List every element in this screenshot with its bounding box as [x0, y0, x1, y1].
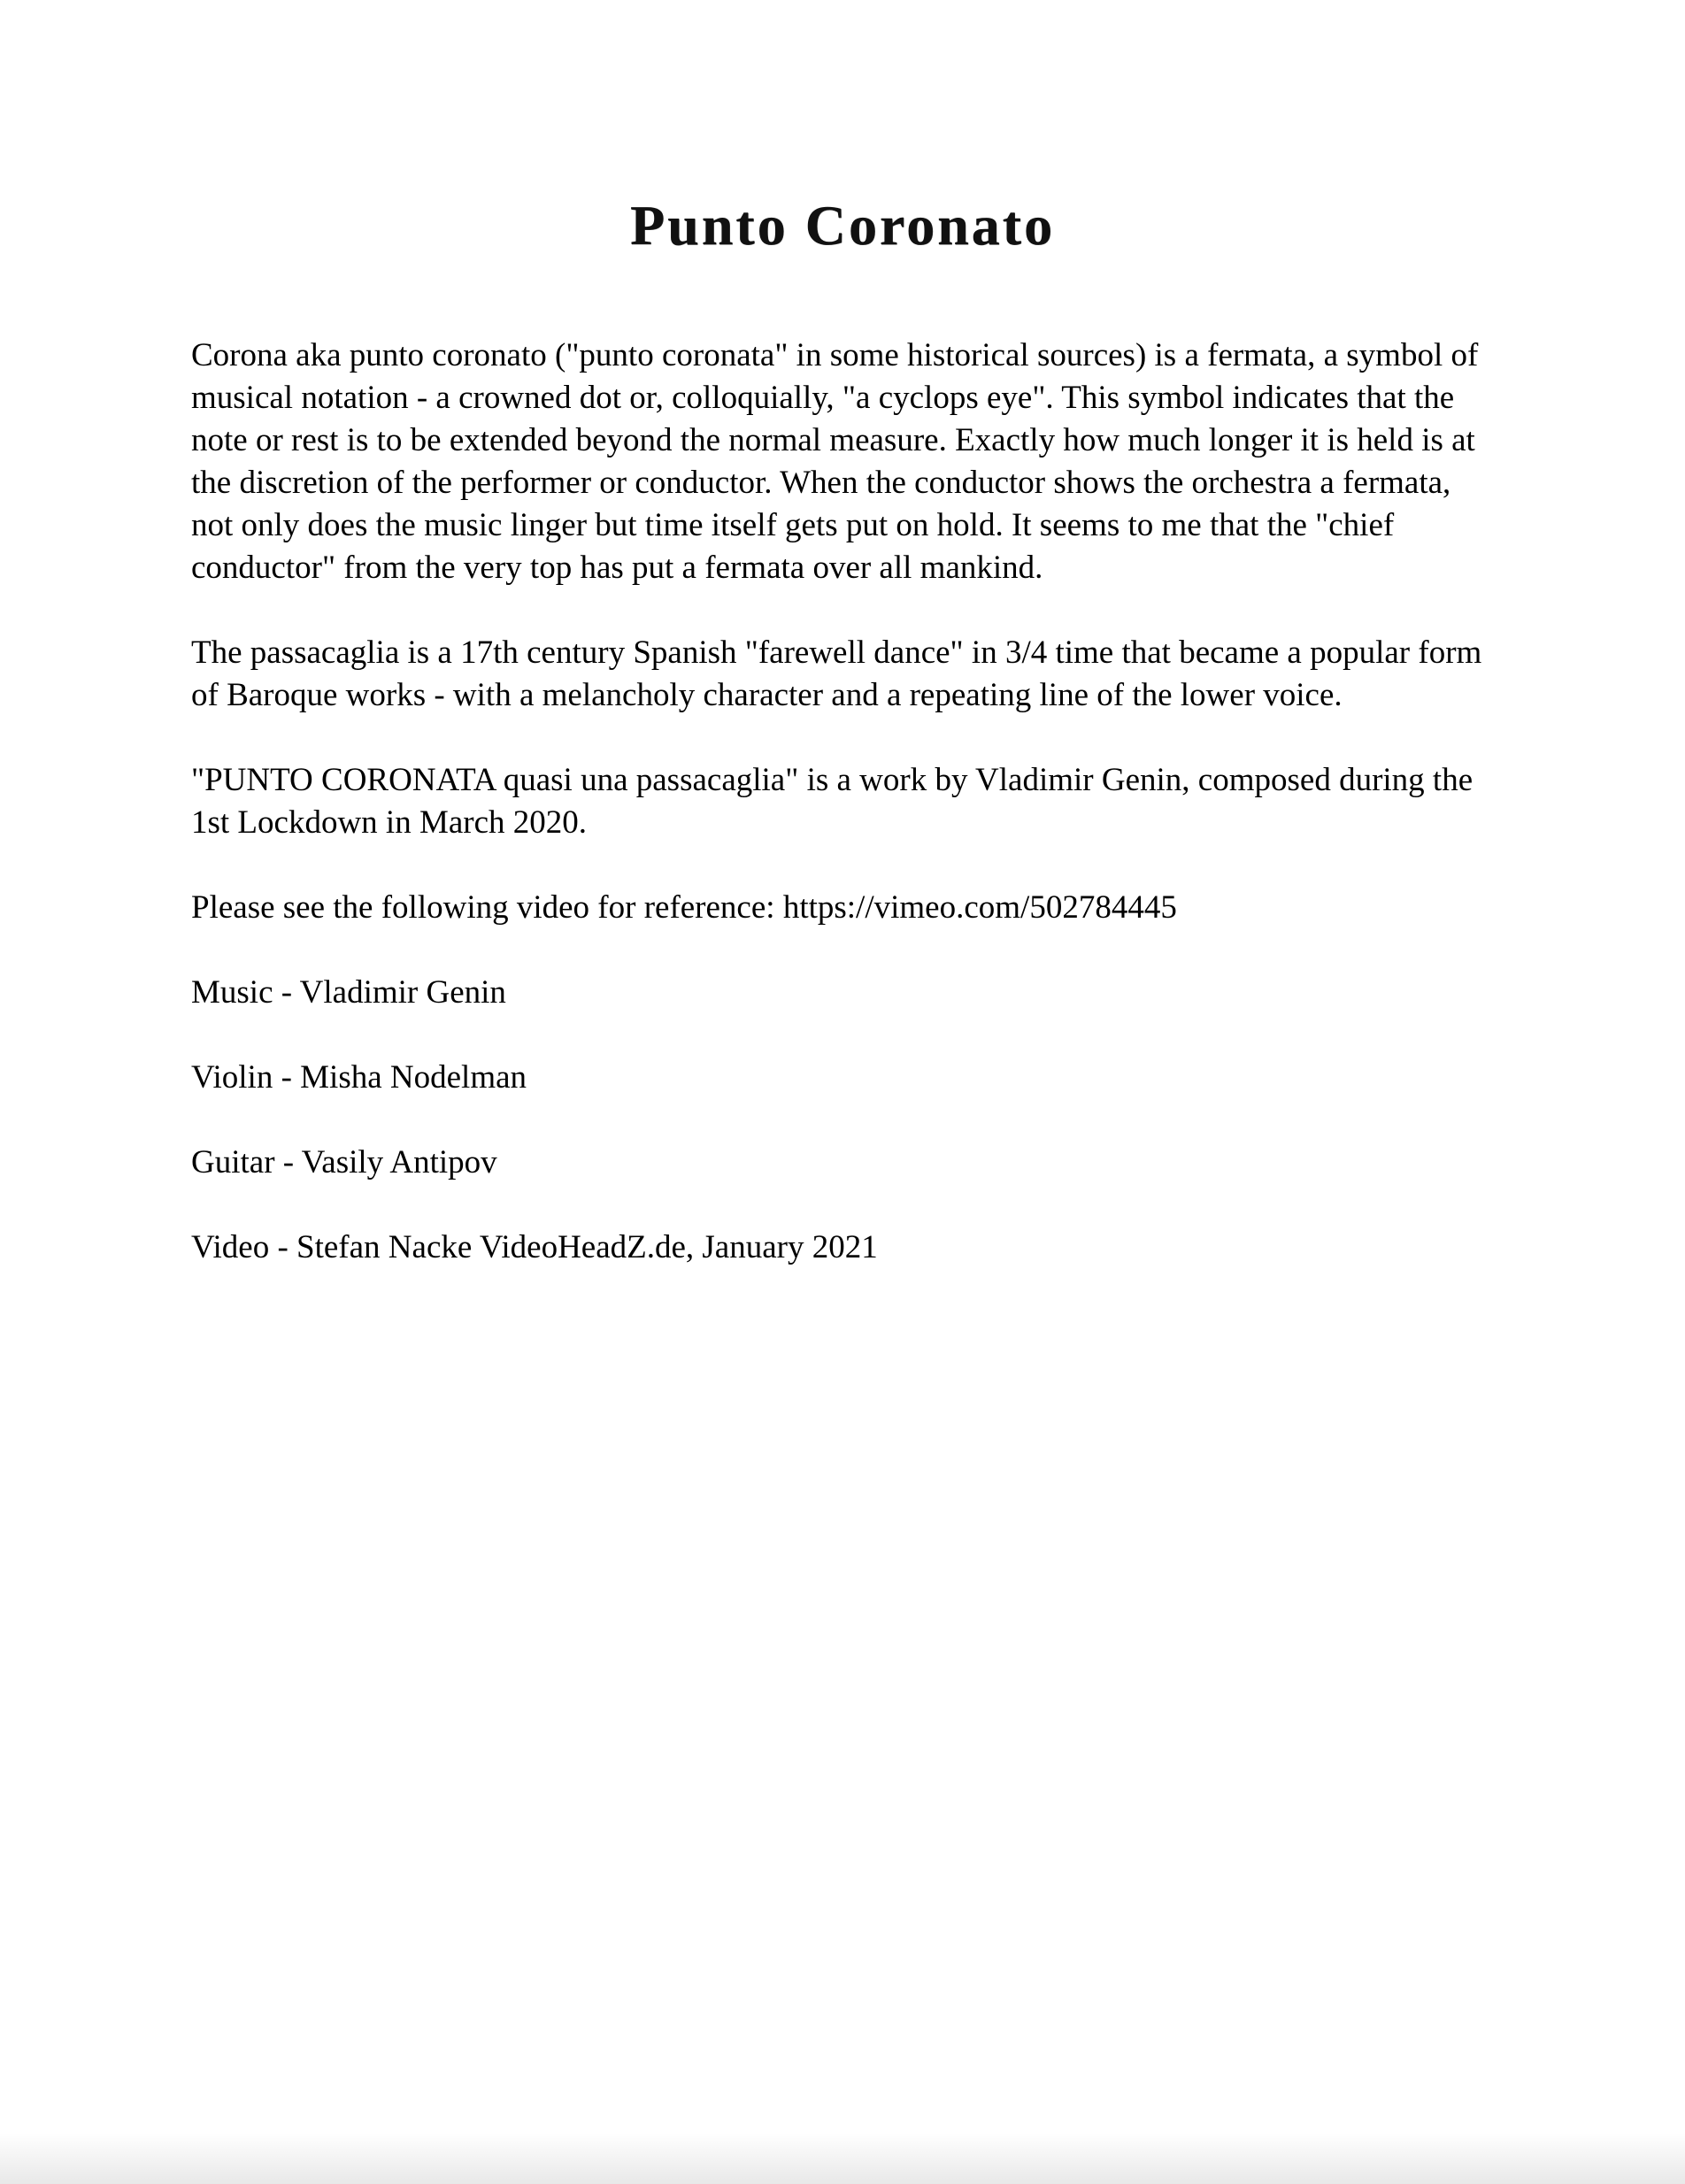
document-title: Punto Coronato [630, 194, 1055, 257]
credits-block [191, 972, 1492, 1269]
video-reference-label: Please see the following video for reference: [191, 889, 783, 926]
credit-line-music: Music - Vladimir Genin [191, 974, 506, 1011]
credit-line-video: Video - Stefan Nacke VideoHeadZ.de, January 2021 [191, 1229, 878, 1265]
credit-line-guitar: Guitar - Vasily Antipov [191, 1144, 497, 1180]
credit-line-violin: Violin - Misha Nodelman [191, 1059, 527, 1096]
paragraph-video-reference [191, 887, 1492, 929]
vimeo-link[interactable]: https://vimeo.com/502784445 [782, 889, 1177, 926]
page-bottom-shadow [0, 2133, 1685, 2184]
document-body [191, 335, 1492, 1269]
paragraph-passacaglia: The passacaglia is a 17th century Spanish "farewell dance" in 3/4 time that became a popular form of Baroque works - with a melancholy character and a repeating line of the lower voice. [191, 634, 1482, 713]
paragraph-corona-definition: Corona aka punto coronato ("punto coronata" in some historical sources) is a fermata, a symbol of musical notation - a crowned dot or, colloquially, "a cyclops eye". This symbol indicates that the note or rest is to be extended beyond the normal measure. Exactly how much longer it is held is at the discretion of the performer or conductor. When the conductor shows the orchestra a fermata, not only does the music linger but time itself gets put on hold. It seems to me that the "chief conductor" from the very top has put a fermata over all mankind. [191, 337, 1479, 586]
paragraph-work-description: "PUNTO CORONATA quasi una passacaglia" is a work by Vladimir Genin, composed during the 1st Lockdown in March 2020. [191, 762, 1473, 841]
